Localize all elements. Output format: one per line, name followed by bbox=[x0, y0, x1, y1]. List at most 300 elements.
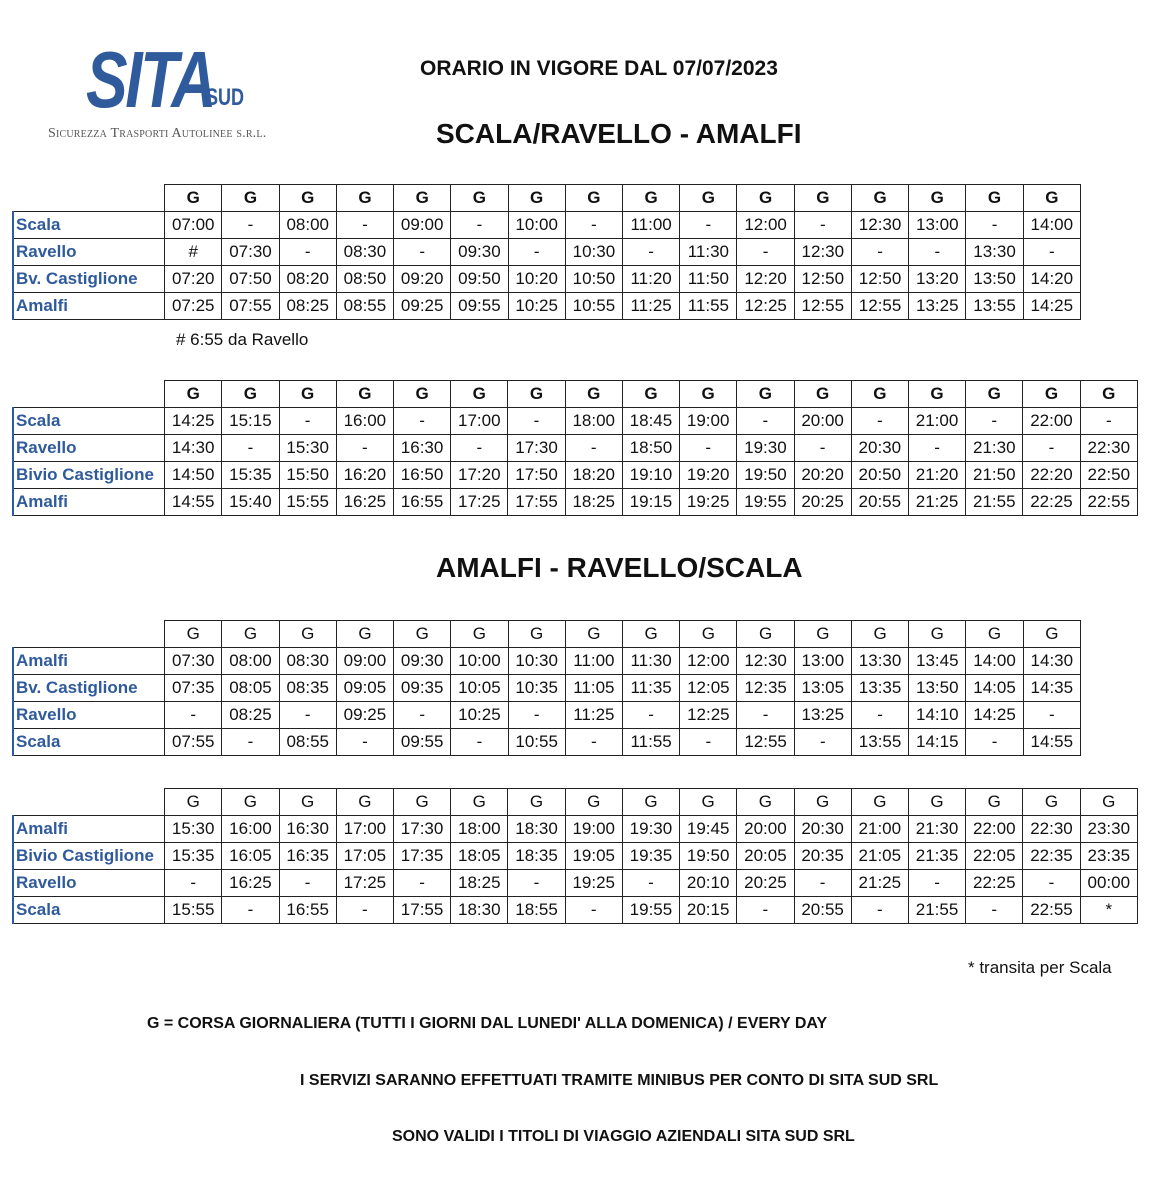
departure-time: - bbox=[680, 212, 737, 239]
header-corner bbox=[13, 621, 165, 648]
departure-time: 07:55 bbox=[165, 729, 222, 756]
validity-date-heading: ORARIO IN VIGORE DAL 07/07/2023 bbox=[420, 57, 778, 80]
stop-row bbox=[13, 435, 1138, 462]
departure-time: 22:25 bbox=[1023, 489, 1080, 516]
departure-time: 17:00 bbox=[336, 816, 393, 843]
departure-time: 13:55 bbox=[851, 729, 908, 756]
departure-time: 09:50 bbox=[451, 266, 508, 293]
departure-time: 07:20 bbox=[165, 266, 222, 293]
stop-name: Bv. Castiglione bbox=[13, 266, 165, 293]
departure-time: 12:30 bbox=[794, 239, 851, 266]
service-type-header: G bbox=[1080, 789, 1137, 816]
departure-time: - bbox=[394, 702, 451, 729]
stop-name: Ravello bbox=[13, 870, 165, 897]
legend-daily-service: G = CORSA GIORNALIERA (TUTTI I GIORNI DAL LUNEDI' ALLA DOMENICA) / EVERY DAY bbox=[147, 1015, 828, 1032]
service-type-header: G bbox=[794, 381, 851, 408]
departure-time: 21:30 bbox=[908, 816, 965, 843]
header-corner bbox=[13, 185, 165, 212]
service-type-header: G bbox=[966, 381, 1023, 408]
service-type-header: G bbox=[1080, 381, 1137, 408]
stop-name: Scala bbox=[13, 408, 165, 435]
departure-time: 16:05 bbox=[222, 843, 279, 870]
departure-time: 22:55 bbox=[1023, 897, 1080, 924]
stop-row bbox=[13, 462, 1138, 489]
departure-time: 19:10 bbox=[622, 462, 679, 489]
service-type-header: G bbox=[680, 621, 737, 648]
departure-time: - bbox=[565, 729, 622, 756]
service-type-header: G bbox=[851, 621, 908, 648]
service-type-header: G bbox=[966, 789, 1023, 816]
departure-time: 20:30 bbox=[794, 816, 851, 843]
departure-time: 19:15 bbox=[622, 489, 679, 516]
departure-time: 09:30 bbox=[451, 239, 508, 266]
logo-tagline: Sicurezza Trasporti Autolinee s.r.l. bbox=[48, 126, 267, 141]
departure-time: - bbox=[794, 729, 851, 756]
departure-time: 20:55 bbox=[794, 897, 851, 924]
departure-time: 12:30 bbox=[851, 212, 908, 239]
departure-time: - bbox=[336, 897, 393, 924]
sita-sud-logo bbox=[46, 35, 306, 150]
stop-name: Ravello bbox=[13, 702, 165, 729]
departure-time: 08:35 bbox=[279, 675, 336, 702]
service-type-header: G bbox=[737, 185, 794, 212]
departure-time: 15:40 bbox=[222, 489, 279, 516]
service-type-header: G bbox=[851, 381, 908, 408]
departure-time: 22:05 bbox=[966, 843, 1023, 870]
departure-time: 15:55 bbox=[165, 897, 222, 924]
departure-time: 11:25 bbox=[565, 702, 622, 729]
departure-time: 10:00 bbox=[508, 212, 565, 239]
service-type-header: G bbox=[1023, 789, 1080, 816]
departure-time: 09:20 bbox=[394, 266, 451, 293]
service-type-header: G bbox=[794, 789, 851, 816]
departure-time: 13:00 bbox=[794, 648, 851, 675]
departure-time: 10:25 bbox=[451, 702, 508, 729]
timetable-amalfi-scala-evening bbox=[12, 788, 1138, 924]
service-type-header: G bbox=[279, 381, 336, 408]
stop-row bbox=[13, 489, 1138, 516]
departure-time: 08:25 bbox=[279, 293, 336, 320]
departure-time: - bbox=[336, 435, 393, 462]
service-type-header: G bbox=[565, 621, 622, 648]
departure-time: 19:35 bbox=[622, 843, 679, 870]
service-type-header: G bbox=[737, 381, 794, 408]
departure-time: 10:00 bbox=[451, 648, 508, 675]
departure-time: 19:30 bbox=[622, 816, 679, 843]
departure-time: 16:55 bbox=[393, 489, 450, 516]
departure-time: 19:05 bbox=[565, 843, 622, 870]
service-type-header: G bbox=[165, 621, 222, 648]
departure-time: - bbox=[737, 702, 794, 729]
departure-time: 22:30 bbox=[1023, 816, 1080, 843]
departure-time: 16:35 bbox=[279, 843, 336, 870]
departure-time: - bbox=[1023, 702, 1080, 729]
departure-time: - bbox=[165, 702, 222, 729]
departure-time: 08:55 bbox=[336, 293, 393, 320]
logo-sub: SUD bbox=[206, 84, 245, 111]
service-type-header: G bbox=[1023, 185, 1080, 212]
departure-time: 19:25 bbox=[565, 870, 622, 897]
departure-time: - bbox=[336, 212, 393, 239]
service-type-header: G bbox=[565, 789, 622, 816]
departure-time: 07:30 bbox=[222, 239, 279, 266]
departure-time: # bbox=[165, 239, 222, 266]
service-type-header: G bbox=[394, 185, 451, 212]
departure-time: 17:30 bbox=[508, 435, 565, 462]
departure-time: 07:35 bbox=[165, 675, 222, 702]
service-type-header: G bbox=[851, 185, 908, 212]
service-type-header: G bbox=[279, 621, 336, 648]
departure-time: 13:55 bbox=[966, 293, 1023, 320]
departure-time: 13:05 bbox=[794, 675, 851, 702]
service-type-header: G bbox=[794, 185, 851, 212]
departure-time: - bbox=[508, 408, 565, 435]
departure-time: 14:55 bbox=[1023, 729, 1080, 756]
departure-time: 08:00 bbox=[279, 212, 336, 239]
timetable-scala-amalfi-afternoon bbox=[12, 380, 1138, 516]
departure-time: 12:55 bbox=[794, 293, 851, 320]
timetable-scala-amalfi-morning bbox=[12, 184, 1081, 320]
departure-time: 16:55 bbox=[279, 897, 336, 924]
departure-time: - bbox=[222, 897, 279, 924]
departure-time: 14:00 bbox=[1023, 212, 1080, 239]
departure-time: 16:25 bbox=[222, 870, 279, 897]
service-type-header: G bbox=[622, 789, 679, 816]
service-type-header: G bbox=[336, 185, 393, 212]
departure-time: 09:35 bbox=[394, 675, 451, 702]
stop-row bbox=[13, 729, 1081, 756]
departure-time: 20:30 bbox=[851, 435, 908, 462]
departure-time: 12:00 bbox=[737, 212, 794, 239]
stop-name: Bivio Castiglione bbox=[13, 843, 165, 870]
service-type-header: G bbox=[966, 621, 1023, 648]
service-type-header: G bbox=[508, 789, 565, 816]
departure-time: 11:50 bbox=[680, 266, 737, 293]
stop-row bbox=[13, 843, 1138, 870]
departure-time: 15:55 bbox=[279, 489, 336, 516]
departure-time: 16:00 bbox=[336, 408, 393, 435]
departure-time: - bbox=[1023, 239, 1080, 266]
departure-time: 18:25 bbox=[451, 870, 508, 897]
service-type-header: G bbox=[1023, 381, 1080, 408]
departure-time: 09:30 bbox=[394, 648, 451, 675]
stop-row bbox=[13, 212, 1081, 239]
departure-time: 08:30 bbox=[279, 648, 336, 675]
return-route-title: AMALFI - RAVELLO/SCALA bbox=[436, 552, 803, 583]
departure-time: - bbox=[1023, 435, 1080, 462]
departure-time: 15:30 bbox=[165, 816, 222, 843]
departure-time: 20:05 bbox=[737, 843, 794, 870]
departure-time: - bbox=[222, 435, 279, 462]
departure-time: 12:35 bbox=[737, 675, 794, 702]
departure-time: 12:00 bbox=[680, 648, 737, 675]
departure-time: 12:05 bbox=[680, 675, 737, 702]
departure-time: 16:30 bbox=[279, 816, 336, 843]
departure-time: 22:20 bbox=[1023, 462, 1080, 489]
departure-time: 18:30 bbox=[451, 897, 508, 924]
departure-time: 12:50 bbox=[851, 266, 908, 293]
departure-time: - bbox=[279, 408, 336, 435]
departure-time: 08:20 bbox=[279, 266, 336, 293]
stop-name: Ravello bbox=[13, 239, 165, 266]
departure-time: 18:00 bbox=[565, 408, 622, 435]
service-type-header: G bbox=[851, 789, 908, 816]
service-type-header: G bbox=[908, 789, 965, 816]
service-type-header: G bbox=[794, 621, 851, 648]
timetable-amalfi-scala-morning bbox=[12, 620, 1081, 756]
service-type-header: G bbox=[336, 621, 393, 648]
departure-time: - bbox=[794, 212, 851, 239]
departure-time: 08:55 bbox=[279, 729, 336, 756]
departure-time: 14:15 bbox=[909, 729, 966, 756]
service-type-header: G bbox=[336, 381, 393, 408]
departure-time: 15:50 bbox=[279, 462, 336, 489]
departure-time: - bbox=[565, 435, 622, 462]
service-type-header: G bbox=[451, 789, 508, 816]
header-corner bbox=[13, 789, 165, 816]
service-type-header: G bbox=[165, 185, 222, 212]
departure-time: 08:50 bbox=[336, 266, 393, 293]
logo-brand: SITA bbox=[86, 35, 215, 124]
service-type-header: G bbox=[451, 185, 508, 212]
stop-row bbox=[13, 408, 1138, 435]
header-corner bbox=[13, 381, 165, 408]
service-type-header: G bbox=[222, 789, 279, 816]
departure-time: 09:05 bbox=[336, 675, 393, 702]
departure-time: 13:30 bbox=[851, 648, 908, 675]
departure-time: 20:25 bbox=[737, 870, 794, 897]
departure-time: - bbox=[737, 897, 794, 924]
service-type-header: G bbox=[680, 381, 737, 408]
departure-time: 22:30 bbox=[1080, 435, 1137, 462]
departure-time: 17:25 bbox=[451, 489, 508, 516]
departure-time: - bbox=[794, 435, 851, 462]
departure-time: - bbox=[451, 212, 508, 239]
departure-time: 21:55 bbox=[908, 897, 965, 924]
service-type-header: G bbox=[508, 185, 565, 212]
departure-time: - bbox=[565, 212, 622, 239]
departure-time: 20:35 bbox=[794, 843, 851, 870]
departure-time: 13:25 bbox=[909, 293, 966, 320]
departure-time: 19:50 bbox=[680, 843, 737, 870]
departure-time: - bbox=[851, 408, 908, 435]
departure-time: - bbox=[451, 435, 508, 462]
departure-time: 17:00 bbox=[451, 408, 508, 435]
departure-time: 17:55 bbox=[393, 897, 450, 924]
stop-row bbox=[13, 239, 1081, 266]
departure-time: 11:55 bbox=[623, 729, 680, 756]
departure-time: 11:35 bbox=[623, 675, 680, 702]
departure-time: - bbox=[966, 408, 1023, 435]
departure-time: 22:35 bbox=[1023, 843, 1080, 870]
tickets-notice: SONO VALIDI I TITOLI DI VIAGGIO AZIENDALI SITA SUD SRL bbox=[392, 1128, 855, 1145]
departure-time: - bbox=[851, 702, 908, 729]
departure-time: 20:10 bbox=[680, 870, 737, 897]
departure-time: 10:05 bbox=[451, 675, 508, 702]
departure-time: 12:25 bbox=[680, 702, 737, 729]
departure-time: 09:00 bbox=[394, 212, 451, 239]
departure-time: 15:15 bbox=[222, 408, 279, 435]
service-type-header: G bbox=[565, 185, 622, 212]
stop-row bbox=[13, 702, 1081, 729]
departure-time: 14:00 bbox=[966, 648, 1023, 675]
departure-time: 11:25 bbox=[623, 293, 680, 320]
service-type-header: G bbox=[165, 789, 222, 816]
departure-time: 08:25 bbox=[222, 702, 279, 729]
departure-time: 13:50 bbox=[966, 266, 1023, 293]
departure-time: - bbox=[279, 870, 336, 897]
stop-name: Ravello bbox=[13, 435, 165, 462]
service-type-header: G bbox=[909, 621, 966, 648]
departure-time: 14:10 bbox=[909, 702, 966, 729]
departure-time: 18:00 bbox=[451, 816, 508, 843]
departure-time: 21:25 bbox=[908, 489, 965, 516]
departure-time: 10:30 bbox=[565, 239, 622, 266]
departure-time: - bbox=[508, 702, 565, 729]
stop-row bbox=[13, 816, 1138, 843]
departure-time: - bbox=[737, 239, 794, 266]
service-type-header: G bbox=[565, 381, 622, 408]
service-type-header: G bbox=[737, 789, 794, 816]
departure-time: 12:25 bbox=[737, 293, 794, 320]
departure-time: - bbox=[394, 239, 451, 266]
service-type-header: G bbox=[451, 381, 508, 408]
departure-time: - bbox=[737, 408, 794, 435]
departure-time: 09:00 bbox=[336, 648, 393, 675]
departure-time: 21:05 bbox=[851, 843, 908, 870]
departure-time: 10:25 bbox=[508, 293, 565, 320]
departure-time: 20:50 bbox=[851, 462, 908, 489]
departure-time: 20:20 bbox=[794, 462, 851, 489]
departure-time: 11:00 bbox=[565, 648, 622, 675]
departure-time: 18:25 bbox=[565, 489, 622, 516]
departure-time: 14:25 bbox=[165, 408, 222, 435]
stop-row bbox=[13, 897, 1138, 924]
departure-time: 23:35 bbox=[1080, 843, 1137, 870]
departure-time: 07:25 bbox=[165, 293, 222, 320]
departure-time: 23:30 bbox=[1080, 816, 1137, 843]
departure-time: - bbox=[1023, 870, 1080, 897]
departure-time: 14:20 bbox=[1023, 266, 1080, 293]
departure-time: 11:30 bbox=[623, 648, 680, 675]
departure-time: 12:55 bbox=[737, 729, 794, 756]
departure-time: 18:35 bbox=[508, 843, 565, 870]
departure-time: 18:05 bbox=[451, 843, 508, 870]
departure-time: 00:00 bbox=[1080, 870, 1137, 897]
departure-time: - bbox=[565, 897, 622, 924]
departure-time: 22:55 bbox=[1080, 489, 1137, 516]
departure-time: 21:55 bbox=[966, 489, 1023, 516]
departure-time: - bbox=[851, 239, 908, 266]
stop-name: Bv. Castiglione bbox=[13, 675, 165, 702]
departure-time: - bbox=[908, 870, 965, 897]
departure-time: 07:50 bbox=[222, 266, 279, 293]
departure-time: 14:05 bbox=[966, 675, 1023, 702]
departure-time: 14:30 bbox=[1023, 648, 1080, 675]
stop-row bbox=[13, 266, 1081, 293]
departure-time: - bbox=[222, 729, 279, 756]
departure-time: 19:55 bbox=[737, 489, 794, 516]
departure-time: 12:50 bbox=[794, 266, 851, 293]
service-type-header: G bbox=[623, 185, 680, 212]
departure-time: 07:30 bbox=[165, 648, 222, 675]
departure-time: 11:00 bbox=[623, 212, 680, 239]
departure-time: - bbox=[393, 408, 450, 435]
departure-time: - bbox=[623, 702, 680, 729]
departure-time: 13:25 bbox=[794, 702, 851, 729]
service-type-header: G bbox=[279, 789, 336, 816]
departure-time: 09:25 bbox=[336, 702, 393, 729]
departure-time: 12:55 bbox=[851, 293, 908, 320]
departure-time: 22:00 bbox=[1023, 408, 1080, 435]
departure-time: 07:00 bbox=[165, 212, 222, 239]
service-type-header: G bbox=[908, 381, 965, 408]
service-type-header: G bbox=[1023, 621, 1080, 648]
service-type-header: G bbox=[909, 185, 966, 212]
departure-time: - bbox=[393, 870, 450, 897]
departure-time: - bbox=[908, 435, 965, 462]
departure-time: 09:55 bbox=[451, 293, 508, 320]
departure-time: 10:50 bbox=[565, 266, 622, 293]
departure-time: 20:00 bbox=[794, 408, 851, 435]
departure-time: 16:00 bbox=[222, 816, 279, 843]
departure-time: 21:20 bbox=[908, 462, 965, 489]
departure-time: 09:25 bbox=[394, 293, 451, 320]
departure-time: 22:00 bbox=[966, 816, 1023, 843]
service-type-header: G bbox=[394, 621, 451, 648]
departure-time: 16:25 bbox=[336, 489, 393, 516]
departure-time: 10:55 bbox=[508, 729, 565, 756]
departure-time: 13:50 bbox=[909, 675, 966, 702]
departure-time: 14:35 bbox=[1023, 675, 1080, 702]
stop-name: Amalfi bbox=[13, 816, 165, 843]
stop-row bbox=[13, 293, 1081, 320]
departure-time: - bbox=[966, 897, 1023, 924]
departure-time: 19:30 bbox=[737, 435, 794, 462]
departure-time: - bbox=[508, 870, 565, 897]
minibus-notice: I SERVIZI SARANNO EFFETTUATI TRAMITE MINIBUS PER CONTO DI SITA SUD SRL bbox=[300, 1072, 939, 1089]
stop-name: Scala bbox=[13, 729, 165, 756]
departure-time: - bbox=[165, 870, 222, 897]
departure-time: 16:50 bbox=[393, 462, 450, 489]
departure-time: 11:55 bbox=[680, 293, 737, 320]
service-type-header: G bbox=[508, 381, 565, 408]
service-type-header: G bbox=[737, 621, 794, 648]
service-type-header: G bbox=[508, 621, 565, 648]
departure-time: 14:50 bbox=[165, 462, 222, 489]
stop-row bbox=[13, 648, 1081, 675]
departure-time: 15:35 bbox=[165, 843, 222, 870]
departure-time: 09:55 bbox=[394, 729, 451, 756]
departure-time: 10:35 bbox=[508, 675, 565, 702]
departure-time: - bbox=[851, 897, 908, 924]
departure-time: 10:20 bbox=[508, 266, 565, 293]
departure-time: 16:30 bbox=[393, 435, 450, 462]
departure-time: - bbox=[279, 702, 336, 729]
stop-name: Scala bbox=[13, 897, 165, 924]
departure-time: 14:30 bbox=[165, 435, 222, 462]
departure-time: 17:05 bbox=[336, 843, 393, 870]
departure-time: 07:55 bbox=[222, 293, 279, 320]
departure-time: 21:00 bbox=[851, 816, 908, 843]
ravello-footnote: # 6:55 da Ravello bbox=[176, 330, 309, 349]
departure-time: 14:25 bbox=[1023, 293, 1080, 320]
service-type-header: G bbox=[393, 789, 450, 816]
departure-time: 19:50 bbox=[737, 462, 794, 489]
departure-time: 13:30 bbox=[966, 239, 1023, 266]
departure-time: 12:30 bbox=[737, 648, 794, 675]
departure-time: 11:30 bbox=[680, 239, 737, 266]
